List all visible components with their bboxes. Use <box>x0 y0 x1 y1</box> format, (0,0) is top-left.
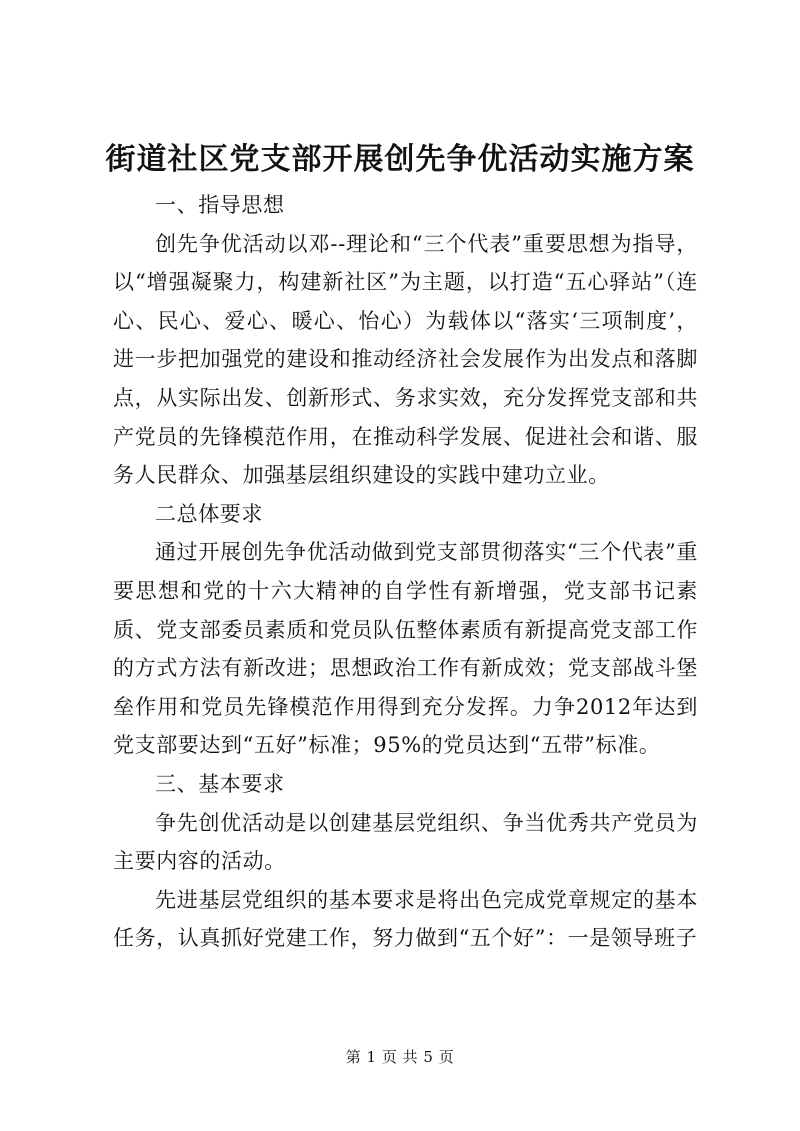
body-paragraph: 创先争优活动以邓--理论和“三个代表”重要思想为指导，以“增强凝聚力，构建新社区”为主题，以打造“五心驿站”（连心、民心、爱心、暖心、怡心）为载体以“落实‘三项制度’，进一步把加强党的建设和推动经济社会发展作为出发点和落脚点，从实际出发、创新形式、务求实效，充分发挥党支部和共产党员的先锋模范作用，在推动科学发展、促进社会和谐、服务人民群众、加强基层组织建设的实践中建功立业。 <box>113 231 698 488</box>
page-number-footer: 第 1 页 共 5 页 <box>345 1048 455 1066</box>
section-heading-overall-requirements: 二总体要求 <box>155 501 263 526</box>
body-paragraph: 先进基层党组织的基本要求是将出色完成党章规定的基本任务，认真抓好党建工作，努力做到“五个好”：一是领导班子 <box>113 887 698 951</box>
document-title: 街道社区党支部开展创先争优活动实施方案 <box>105 142 695 177</box>
body-paragraph: 通过开展创先争优活动做到党支部贯彻落实“三个代表”重要思想和党的十六大精神的自学性有新增强，党支部书记素质、党支部委员素质和党员队伍整体素质有新提高党支部工作的方式方法有新改进；思想政治工作有新成效；党支部战斗堡垒作用和党员先锋模范作用得到充分发挥。力争2012年达到党支部要达到“五好”标准；95%的党员达到“五带”标准。 <box>113 540 698 758</box>
section-heading-basic-requirements: 三、基本要求 <box>155 771 285 796</box>
section-heading-guiding-ideology: 一、指导思想 <box>155 193 285 217</box>
body-paragraph: 争先创优活动是以创建基层党组织、争当优秀共产党员为主要内容的活动。 <box>113 810 698 874</box>
document-body <box>113 186 698 958</box>
